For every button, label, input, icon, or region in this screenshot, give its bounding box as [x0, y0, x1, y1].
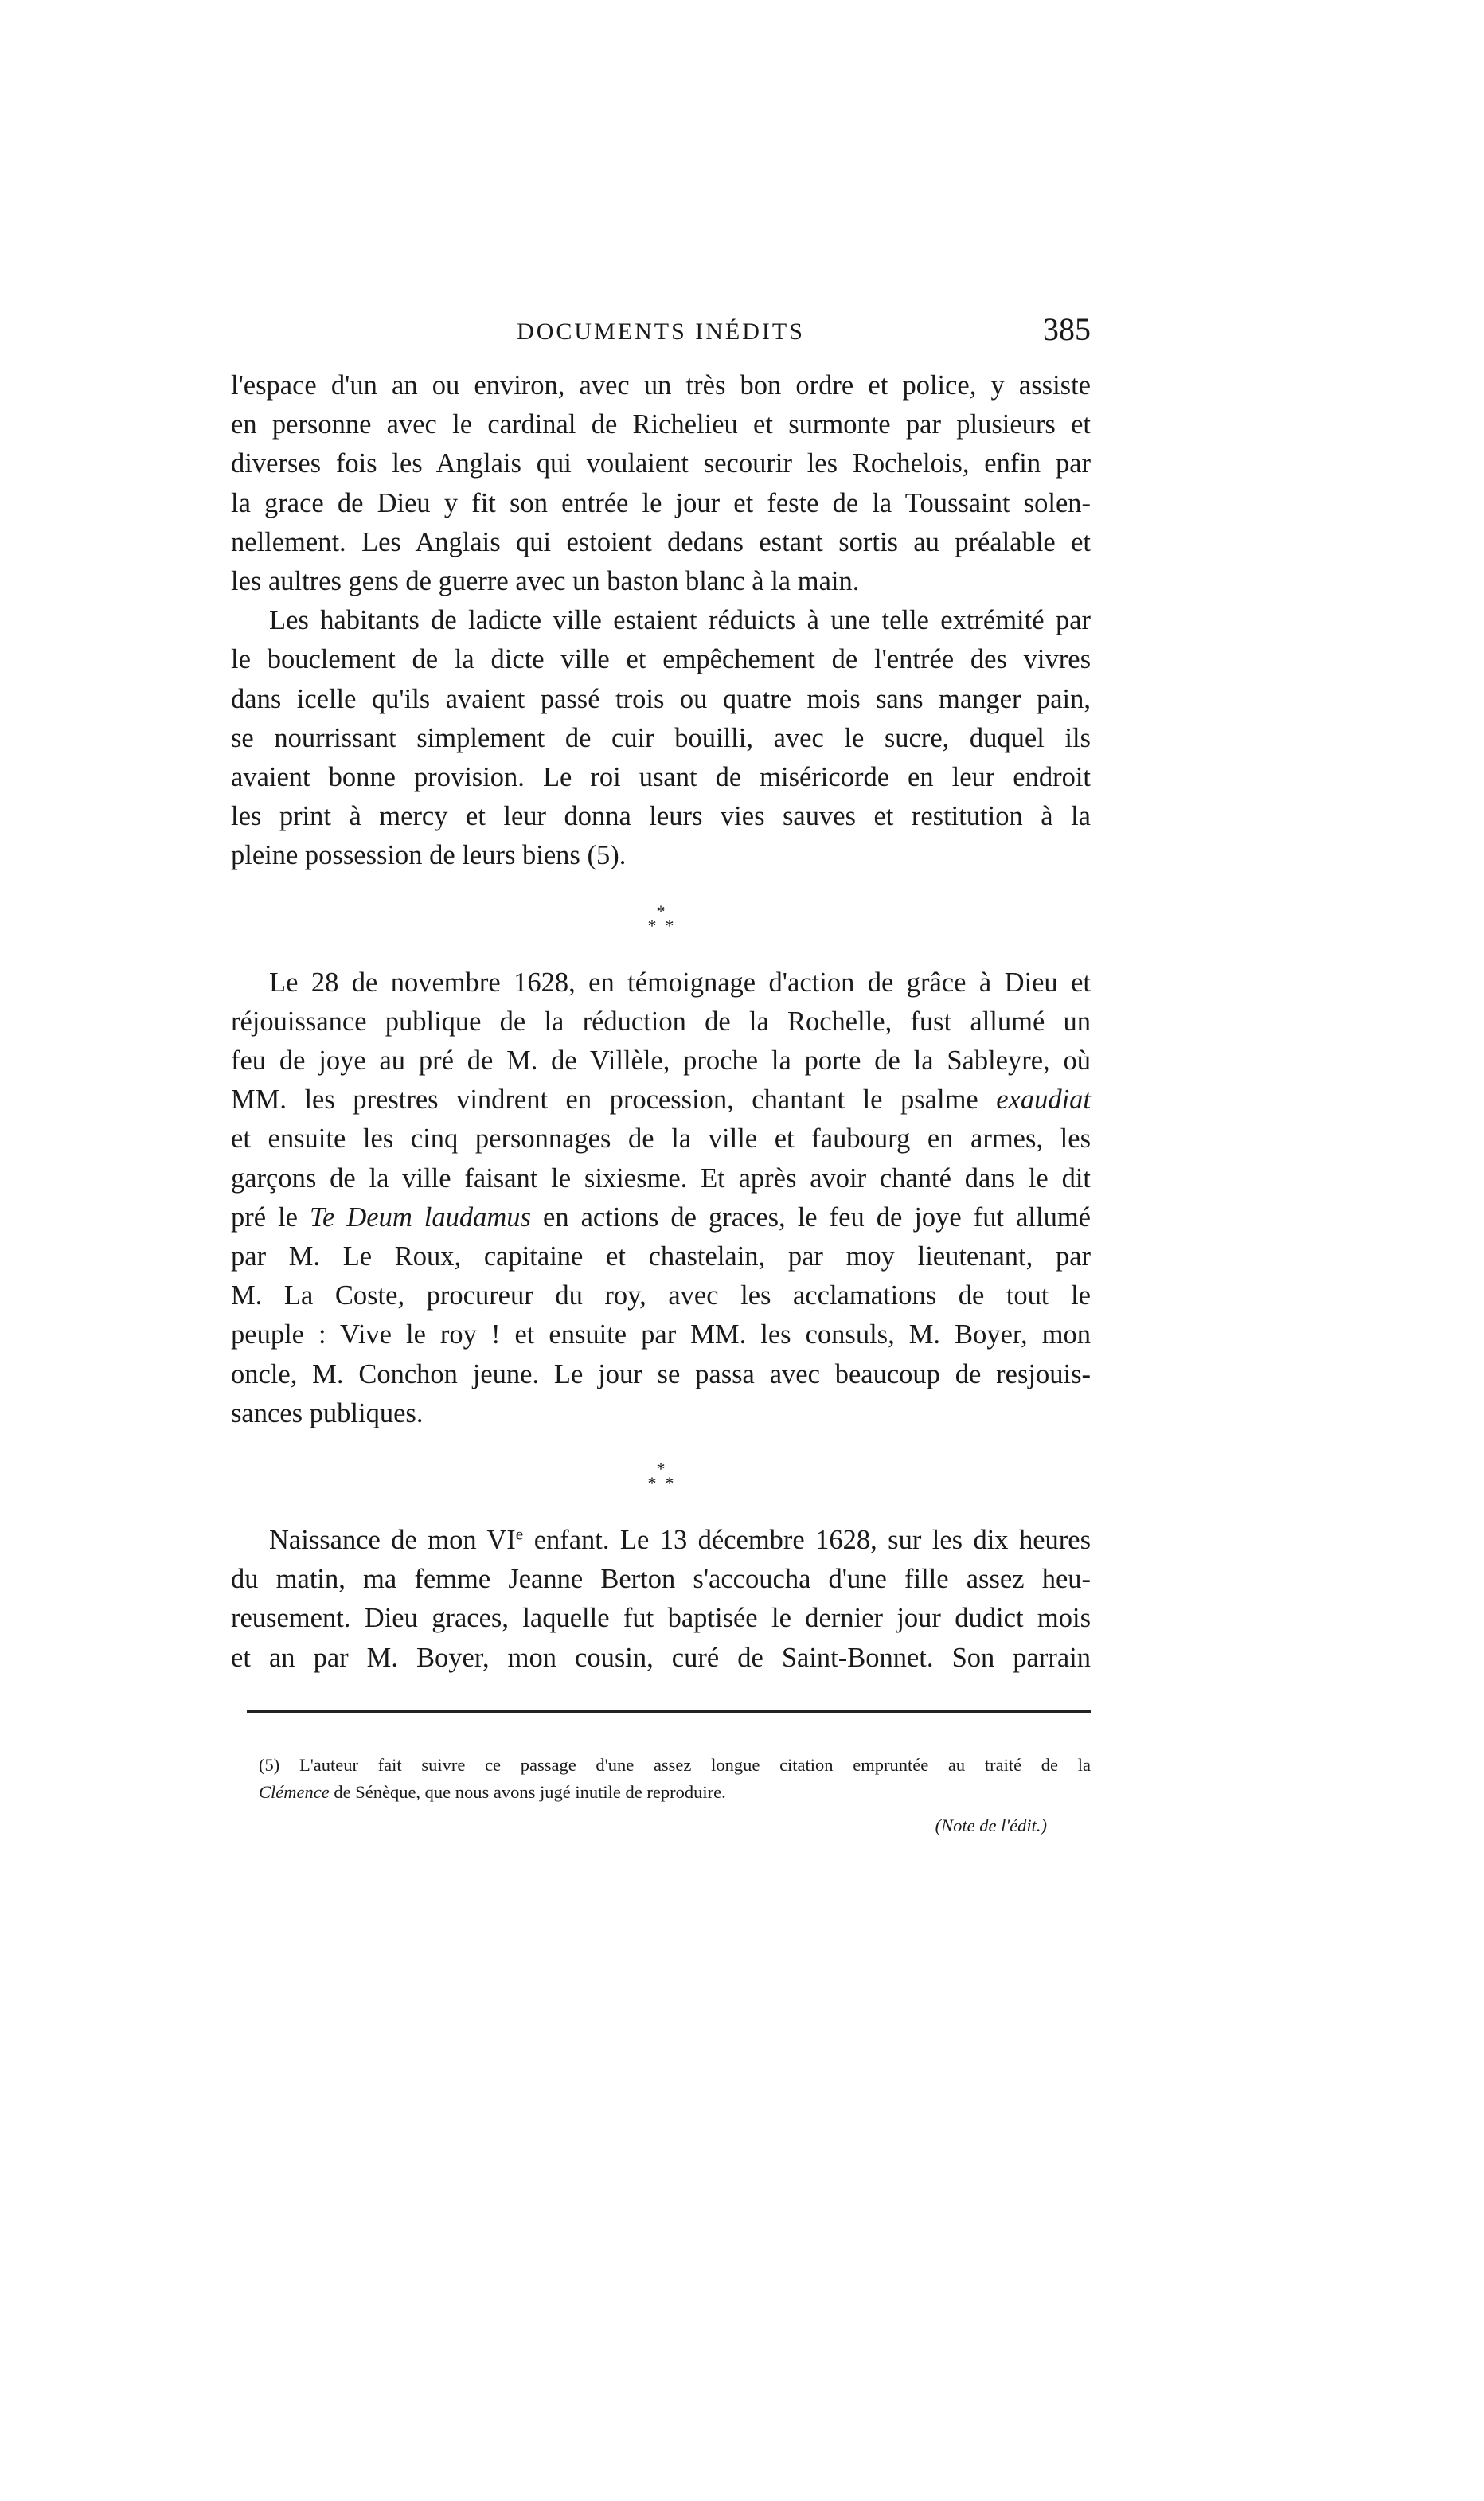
running-header: [231, 312, 1091, 352]
text-line: les aultres gens de guerre avec un baston blanc à la main.: [231, 566, 860, 597]
footnote-italic: Clémence: [259, 1782, 330, 1802]
text-line: et ensuite les cinq personnages de la ville et faubourg en armes, les: [231, 1123, 1091, 1155]
italic-hymn: Te Deum laudamus: [310, 1202, 531, 1233]
text-line: le bouclement de la dicte ville et empêchement de l'entrée des vivres: [231, 644, 1091, 675]
text-line: pleine possession de leurs biens (5).: [231, 840, 627, 871]
text-line: oncle, M. Conchon jeune. Le jour se passa avec beaucoup de resjouis-: [231, 1358, 1091, 1389]
italic-psalm: exaudiat: [996, 1084, 1092, 1116]
text-line: nellement. Les Anglais qui estoient dedans estant sortis au préalable et: [231, 526, 1091, 557]
editor-note: (Note de l'édit.): [935, 1815, 1047, 1835]
text-line: peuple : Vive le roy ! et ensuite par MM. les consuls, M. Boyer, mon: [231, 1319, 1091, 1350]
text-line: MM. les prestres vindrent en procession, chantant le psalme exaudiat: [231, 1084, 1092, 1116]
asterism-bottom: * *: [647, 1473, 674, 1494]
text-line: réjouissance publique de la réduction de la Rochelle, fust allumé un: [231, 1006, 1091, 1037]
asterism-bottom: * *: [647, 915, 674, 936]
text-line: feu de joye au pré de M. de Villèle, proche la porte de la Sableyre, où: [231, 1045, 1091, 1077]
text-line: garçons de la ville faisant le sixiesme. Et après avoir chanté dans le dit: [231, 1163, 1091, 1194]
text-line: se nourrissant simplement de cuir bouilli, avec le sucre, duquel ils: [231, 722, 1091, 753]
body-text: [231, 366, 1091, 1678]
superscript: e: [515, 1524, 524, 1544]
text-line: et an par M. Boyer, mon cousin, curé de Saint-Bonnet. Son parrain: [231, 1642, 1091, 1673]
text-line: sances publiques.: [231, 1397, 424, 1428]
text-line: par M. Le Roux, capitaine et chastelain, par moy lieutenant, par: [231, 1241, 1091, 1272]
footnote-line: Clémence de Sénèque, que nous avons jugé inutile de reproduire.: [259, 1782, 726, 1802]
asterism-top: *: [656, 1459, 666, 1479]
text-line: dans icelle qu'ils avaient passé trois ou quatre mois sans manger pain,: [231, 683, 1091, 714]
text-line: avaient bonne provision. Le roi usant de miséricorde en leur endroit: [231, 762, 1091, 793]
text-line: Le 28 de novembre 1628, en témoignage d'action de grâce à Dieu et: [269, 967, 1091, 998]
text-line: en personne avec le cardinal de Richelieu et surmonte par plusieurs et: [231, 409, 1091, 440]
text-line: Les habitants de ladicte ville estaient réduicts à une telle extrémité par: [269, 605, 1091, 636]
running-title: DOCUMENTS INÉDITS: [517, 318, 805, 345]
paragraph-1: [231, 366, 1091, 601]
footnote-line: (5) L'auteur fait suivre ce passage d'une assez longue citation empruntée au traité de la: [259, 1755, 1091, 1775]
text-line: l'espace d'un an ou environ, avec un très bon ordre et police, y assiste: [231, 370, 1091, 401]
text-line: M. La Coste, procureur du roy, avec les acclamations de tout le: [231, 1280, 1091, 1311]
text-line: pré le Te Deum laudamus en actions de graces, le feu de joye fut allumé: [231, 1202, 1091, 1233]
text-line: du matin, ma femme Jeanne Berton s'accoucha d'une fille assez heu-: [231, 1564, 1091, 1595]
section-asterism: [231, 1433, 1091, 1521]
paragraph-3: [231, 963, 1091, 1433]
text-line: les print à mercy et leur donna leurs vies sauves et restitution à la: [231, 801, 1091, 832]
text-line: reusement. Dieu graces, laquelle fut baptisée le dernier jour dudict mois: [231, 1603, 1091, 1634]
text-line: la grace de Dieu y fit son entrée le jour et feste de la Toussaint solen-: [231, 487, 1091, 518]
paragraph-4: [231, 1521, 1091, 1678]
page-number: 385: [1043, 311, 1091, 347]
section-asterism: [231, 876, 1091, 963]
footnote-rule: [247, 1710, 1091, 1713]
footnote: [259, 1752, 1091, 1839]
text-line: diverses fois les Anglais qui voulaient secourir les Rochelois, enfin par: [231, 448, 1091, 479]
asterism-top: *: [656, 901, 666, 921]
paragraph-2: [231, 601, 1091, 875]
text-line: Naissance de mon VIe enfant. Le 13 décembre 1628, sur les dix heures: [269, 1524, 1092, 1556]
